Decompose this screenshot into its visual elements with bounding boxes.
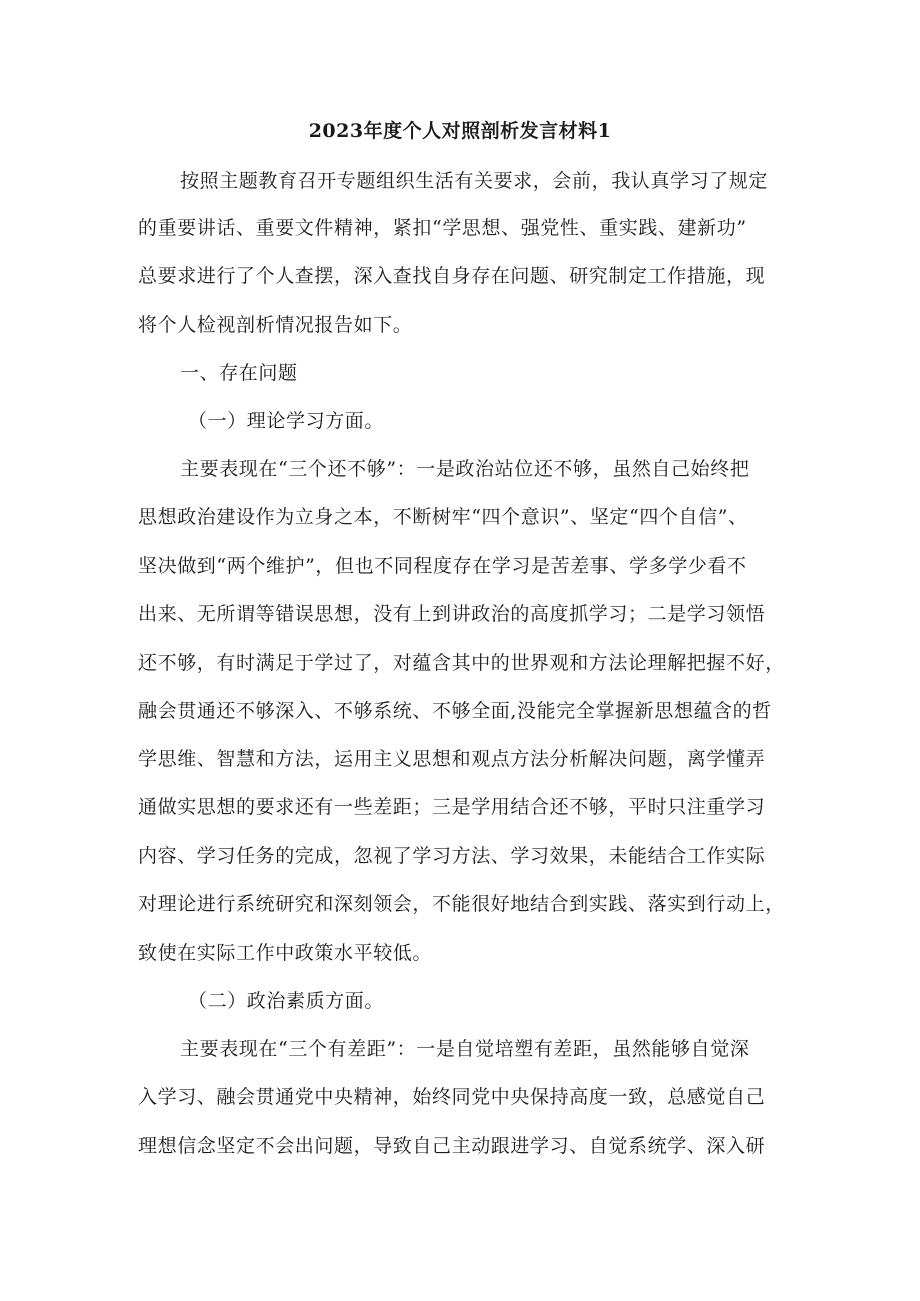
paragraph-line: 思想政治建设作为立身之本，不断树牢“四个意识”、坚定“四个自信”、 (138, 506, 748, 528)
paragraph-line: 的重要讲话、重要文件精神，紧扣“学思想、强党性、重实践、建新功” (138, 217, 747, 239)
paragraph-line: 通做实思想的要求还有一些差距；三是学用结合还不够，平时只注重学习 (138, 796, 766, 818)
paragraph-line: 对理论进行系统研究和深刻领会，不能很好地结合到实践、落实到行动上， (138, 893, 785, 915)
paragraph-line: 总要求进行了个人查摆，深入查找自身存在问题、研究制定工作措施，现 (138, 265, 766, 287)
paragraph-line: 学思维、智慧和方法，运用主义思想和观点方法分析解决问题，离学懂弄 (138, 748, 766, 770)
paragraph-line: 主要表现在“三个有差距”：一是自觉培塑有差距，虽然能够自觉深 (180, 1038, 750, 1060)
paragraph-line: 将个人检视剖析情况报告如下。 (138, 314, 413, 336)
subsection-heading: （一）理论学习方面。 (188, 410, 385, 432)
paragraph-line: 出来、无所谓等错误思想，没有上到讲政治的高度抓学习；二是学习领悟 (138, 603, 766, 625)
paragraph-line: 按照主题教育召开专题组织生活有关要求，会前，我认真学习了规定 (180, 170, 769, 192)
section-heading: 一、存在问题 (180, 362, 298, 384)
paragraph-line: 主要表现在“三个还不够”：一是政治站位还不够，虽然自己始终把 (180, 458, 750, 480)
paragraph-line: 入学习、融会贯通党中央精神，始终同党中央保持高度一致，总感觉自己 (138, 1086, 766, 1108)
paragraph-line: 还不够，有时满足于学过了，对蕴含其中的世界观和方法论理解把握不好， (138, 652, 785, 674)
paragraph-line: 坚决做到“两个维护”，但也不同程度存在学习是苦差事、学多学少看不 (138, 555, 747, 577)
paragraph-line: 致使在实际工作中政策水平较低。 (138, 942, 433, 964)
document-title: 2023年度个人对照剖析发言材料1 (308, 120, 612, 142)
paragraph-line: 理想信念坚定不会出问题，导致自己主动跟进学习、自觉系统学、深入研 (138, 1135, 766, 1157)
paragraph-line: 内容、学习任务的完成，忽视了学习方法、学习效果，未能结合工作实际 (138, 845, 766, 867)
subsection-heading: （二）政治素质方面。 (188, 990, 385, 1012)
paragraph-line: 融会贯通还不够深入、不够系统、不够全面,没能完全掌握新思想蕴含的哲 (138, 700, 772, 722)
